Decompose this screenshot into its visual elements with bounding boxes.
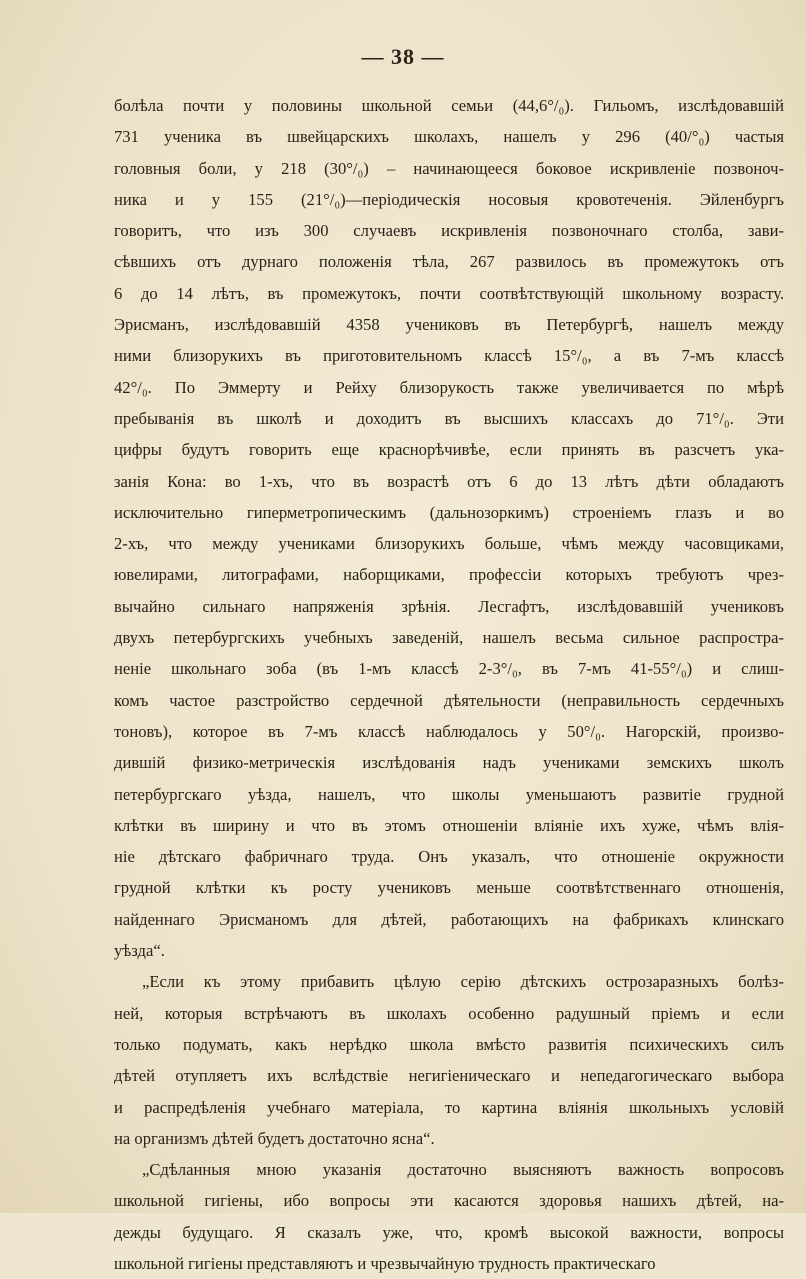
text-line: школьной гигіены, ибо вопросы эти касаются здоровья нашихъ дѣтей, на- xyxy=(114,1191,784,1211)
text-line: ніе дѣтскаго фабричнаго труда. Онъ указалъ, что отношеніе окружности xyxy=(114,847,784,867)
text-line: 2-хъ, что между учениками близорукихъ больше, чѣмъ между часовщиками, xyxy=(114,534,784,554)
text-line: головныя боли, у 218 (30°/₀) – начинающееся боковое искривленіе позвоноч- xyxy=(114,158,784,178)
text-line: 731 ученика въ швейцарскихъ школахъ, нашелъ у 296 (40/°₀) частыя xyxy=(114,127,784,147)
text-line: пребыванія въ школѣ и доходитъ въ высшихъ классахъ до 71°/₀. Эти xyxy=(114,408,784,428)
text-line: 6 до 14 лѣтъ, въ промежутокъ, почти соотвѣтствующій школьному возрасту. xyxy=(114,283,784,303)
text-line: цифры будутъ говорить еще краснорѣчивѣе, если принять въ разсчетъ ука- xyxy=(114,440,784,460)
text-line: дившій физико-метрическія изслѣдованія надъ учениками земскихъ школъ xyxy=(114,753,784,773)
page-number: — 38 — xyxy=(361,44,445,69)
text-line: только подумать, какъ нерѣдко школа вмѣсто развитія психическихъ силъ xyxy=(114,1034,784,1054)
text-line: найденнаго Эрисманомъ для дѣтей, работающихъ на фабрикахъ клинскаго xyxy=(114,909,784,929)
text-line: школьной гигіены представляютъ и чрезвычайную трудность практическаго xyxy=(114,1253,656,1273)
text-line: „Сдѣланныя мною указанія достаточно выясняютъ важность вопросовъ xyxy=(142,1160,784,1180)
text-line: грудной клѣтки къ росту учениковъ меньше соотвѣтственнаго отношенія, xyxy=(114,878,784,898)
text-line: и распредѣленія учебнаго матеріала, то картина вліянія школьныхъ условій xyxy=(114,1097,784,1117)
text-line: „Если къ этому прибавить цѣлую серію дѣтскихъ острозаразныхъ болѣз- xyxy=(142,972,784,992)
text-line: Эрисманъ, изслѣдовавшій 4358 учениковъ въ Петербургѣ, нашелъ между xyxy=(114,315,784,335)
text-line: двухъ петербургскихъ учебныхъ заведеній, нашелъ весьма сильное распростра- xyxy=(114,628,784,648)
text-line: 42°/₀. По Эммерту и Рейху близорукость также увеличивается по мѣрѣ xyxy=(114,377,784,397)
text-line: занія Кона: во 1-хъ, что въ возрастѣ отъ 6 до 13 лѣтъ дѣти обладаютъ xyxy=(114,471,784,491)
text-line: сѣвшихъ отъ дурнаго положенія тѣла, 267 развилось въ промежутокъ отъ xyxy=(114,252,784,272)
text-line: ювелирами, литографами, наборщиками, профессіи которыхъ требуютъ чрез- xyxy=(114,565,784,585)
text-line: дежды будущаго. Я сказалъ уже, что, кромѣ высокой важности, вопросы xyxy=(114,1222,784,1242)
text-line: говоритъ, что изъ 300 случаевъ искривленія позвоночнаго столба, зави- xyxy=(114,221,784,241)
text-line: тоновъ), которое въ 7-мъ классѣ наблюдалось у 50°/₀. Нагорскій, произво- xyxy=(114,721,784,741)
text-line: комъ частое разстройство сердечной дѣятельности (неправильность сердечныхъ xyxy=(114,690,784,710)
text-line: болѣла почти у половины школьной семьи (44,6°/₀). Гильомъ, изслѣдовавшій xyxy=(114,96,784,115)
text-line: ника и у 155 (21°/₀)—періодическія носовыя кровотеченія. Эйленбургъ xyxy=(114,189,784,209)
body-text xyxy=(114,90,784,1279)
text-line: петербургскаго уѣзда, нашелъ, что школы уменьшаютъ развитіе грудной xyxy=(114,784,784,804)
text-line: клѣтки въ ширину и что въ этомъ отношеніи вліяніе ихъ хуже, чѣмъ влія- xyxy=(114,815,784,835)
text-line: дѣтей отупляетъ ихъ вслѣдствіе негигіеническаго и непедагогическаго выбора xyxy=(114,1066,784,1086)
text-line: исключительно гиперметропическимъ (дальнозоркимъ) строеніемъ глазъ и во xyxy=(114,502,784,522)
text-line: на организмъ дѣтей будетъ достаточно ясна“. xyxy=(114,1128,435,1148)
text-line: ней, которыя встрѣчаютъ въ школахъ особенно радушный пріемъ и если xyxy=(114,1003,784,1023)
text-line: неніе школьнаго зоба (въ 1-мъ классѣ 2-3°/₀, въ 7-мъ 41-55°/₀) и слиш- xyxy=(114,659,784,679)
text-line: вычайно сильнаго напряженія зрѣнія. Лесгафтъ, изслѣдовавшій учениковъ xyxy=(114,596,784,616)
text-line: ними близорукихъ въ приготовительномъ классѣ 15°/₀, а въ 7-мъ классѣ xyxy=(114,346,784,366)
text-line: уѣзда“. xyxy=(114,941,165,961)
